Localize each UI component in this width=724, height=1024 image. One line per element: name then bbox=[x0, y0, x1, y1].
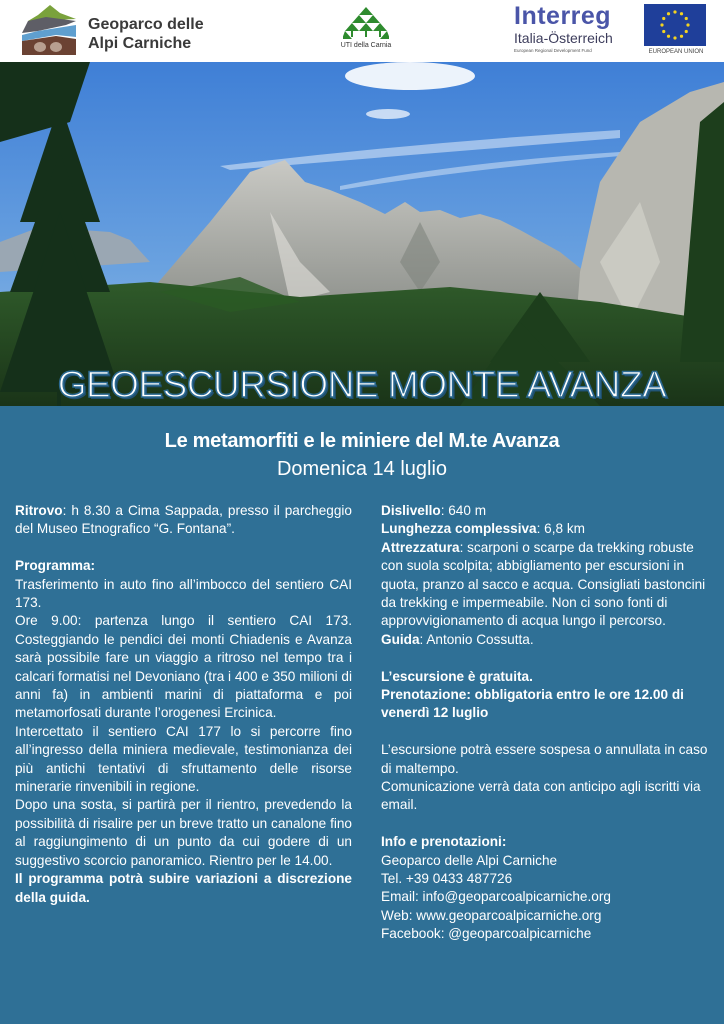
info-facebook[interactable]: Facebook: @geoparcoalpicarniche bbox=[381, 926, 592, 942]
comunicazione-note: Comunicazione verrà data con anticipo agli iscritti via email. bbox=[381, 779, 701, 813]
eu-star bbox=[662, 17, 665, 20]
lunghezza bbox=[381, 520, 716, 538]
right-column bbox=[381, 502, 716, 944]
event-date: Domenica 14 luglio bbox=[276, 458, 448, 480]
programma-paragraph: Ore 9.00: partenza lungo il sentiero CAI 173. Costeggiando le pendici dei monti Chiadenis e Avanza sarà possibile fare un viaggio a ritroso nel tempo tra i calcari formatisi nel Devoniano (tra i 400 e 350 milioni di anni fa) in ambienti marini di piattaforma e poi metamorfosati durante l’orogenesi Ercinica. bbox=[15, 613, 352, 721]
uti-label: UTI della Carnia bbox=[340, 42, 392, 49]
lunghezza-value: : 6,8 km bbox=[536, 521, 585, 537]
eu-star bbox=[667, 12, 670, 15]
programma-label: Programma: bbox=[15, 558, 96, 574]
mountain-landscape-image bbox=[0, 62, 724, 406]
guida-value: : Antonio Cossutta. bbox=[419, 631, 534, 647]
eu-label: EUROPEAN UNION bbox=[648, 49, 704, 55]
dislivello-value: : 640 m bbox=[440, 503, 487, 518]
eu-logo bbox=[644, 4, 708, 55]
attrezzatura-value: : scarponi o scarpe da trekking robuste con suola scolpita; abbigliamento per escursioni in quota, pranzo al sacco e acqua. Consigliati bastoncini da trekking e impermeabile. Non ci sono fonti di approvvigionamento di acqua lungo il percorso. bbox=[381, 539, 706, 629]
lunghezza-label: Lunghezza complessiva bbox=[381, 521, 537, 537]
gratuita-note: L’escursione è gratuita. bbox=[381, 668, 533, 684]
event-details bbox=[0, 406, 724, 1024]
maltempo-note: L’escursione potrà essere sospesa o annullata in caso di maltempo. bbox=[381, 742, 708, 776]
info-label: Info e prenotazioni: bbox=[381, 834, 507, 850]
geoparco-logo-icon bbox=[16, 3, 80, 57]
ritrovo bbox=[15, 502, 352, 539]
uti-logo bbox=[336, 6, 396, 49]
geoparco-name-line2: Alpi Carniche bbox=[88, 35, 192, 52]
info-org: Geoparco delle Alpi Carniche bbox=[381, 852, 558, 868]
interreg-logo bbox=[514, 3, 638, 53]
interreg-title: Interreg bbox=[514, 2, 612, 30]
eu-star bbox=[685, 30, 688, 33]
ritrovo-text: : h 8.30 a Cima Sappada, presso il parcheggio del Museo Etnografico “G. Fontana”. bbox=[15, 503, 352, 537]
guida bbox=[381, 631, 716, 649]
uti-trees-icon bbox=[343, 6, 389, 40]
info-web[interactable]: Web: www.geoparcoalpicarniche.org bbox=[381, 907, 602, 923]
prenotazione-note: Prenotazione: obbligatoria entro le ore 12.00 di venerdì 12 luglio bbox=[381, 687, 684, 721]
attrezzatura-label: Attrezzatura bbox=[381, 539, 460, 555]
programma-paragraph: Dopo una sosta, si partirà per il rientro, prevedendo la possibilità di risalire per un breve tratto un canalone fino al raggiungimento di un punto da cui godere di un suggestivo scorcio panoramico. Rientro per le 14.00. bbox=[15, 797, 352, 868]
eu-star bbox=[680, 35, 683, 38]
eu-star bbox=[660, 23, 663, 26]
info-tel[interactable]: Tel. +39 0433 487726 bbox=[381, 871, 513, 887]
eu-star bbox=[673, 10, 676, 13]
programma-paragraph: Trasferimento in auto fino all’imbocco del sentiero CAI 173. bbox=[15, 576, 352, 611]
eu-star bbox=[680, 12, 683, 15]
ritrovo-label: Ritrovo bbox=[15, 503, 63, 518]
hero-photo bbox=[0, 62, 724, 406]
eu-star bbox=[685, 17, 688, 20]
programma-disclaimer: Il programma potrà subire variazioni a discrezione della guida. bbox=[15, 871, 352, 905]
eu-star bbox=[667, 35, 670, 38]
main-title: GEOESCURSIONE MONTE AVANZA bbox=[57, 364, 667, 405]
eu-star bbox=[662, 30, 665, 33]
geoparco-name bbox=[88, 15, 204, 53]
event-subtitle: Le metamorfiti e le miniere del M.te Avanza bbox=[164, 430, 560, 452]
dislivello bbox=[381, 502, 716, 520]
eu-flag-icon bbox=[644, 4, 706, 46]
interreg-fund: European Regional Development Fund bbox=[514, 48, 592, 53]
logo-header bbox=[0, 0, 724, 62]
left-column bbox=[15, 502, 352, 907]
geoparco-name-line1: Geoparco delle bbox=[88, 16, 204, 33]
attrezzatura bbox=[381, 539, 716, 631]
guida-label: Guida bbox=[381, 631, 420, 647]
dislivello-label: Dislivello bbox=[381, 503, 441, 518]
info-email[interactable]: Email: info@geoparcoalpicarniche.org bbox=[381, 889, 611, 905]
eu-star bbox=[686, 23, 689, 26]
interreg-subtitle: Italia-Österreich bbox=[514, 30, 613, 46]
programma-paragraph: Intercettato il sentiero CAI 177 lo si percorre fino all’ingresso della miniera medievale, testimonianza dei più antichi tentativi di sfruttamento delle risorse minerarie rinvenibili in regione. bbox=[15, 723, 352, 795]
eu-star bbox=[673, 36, 676, 39]
